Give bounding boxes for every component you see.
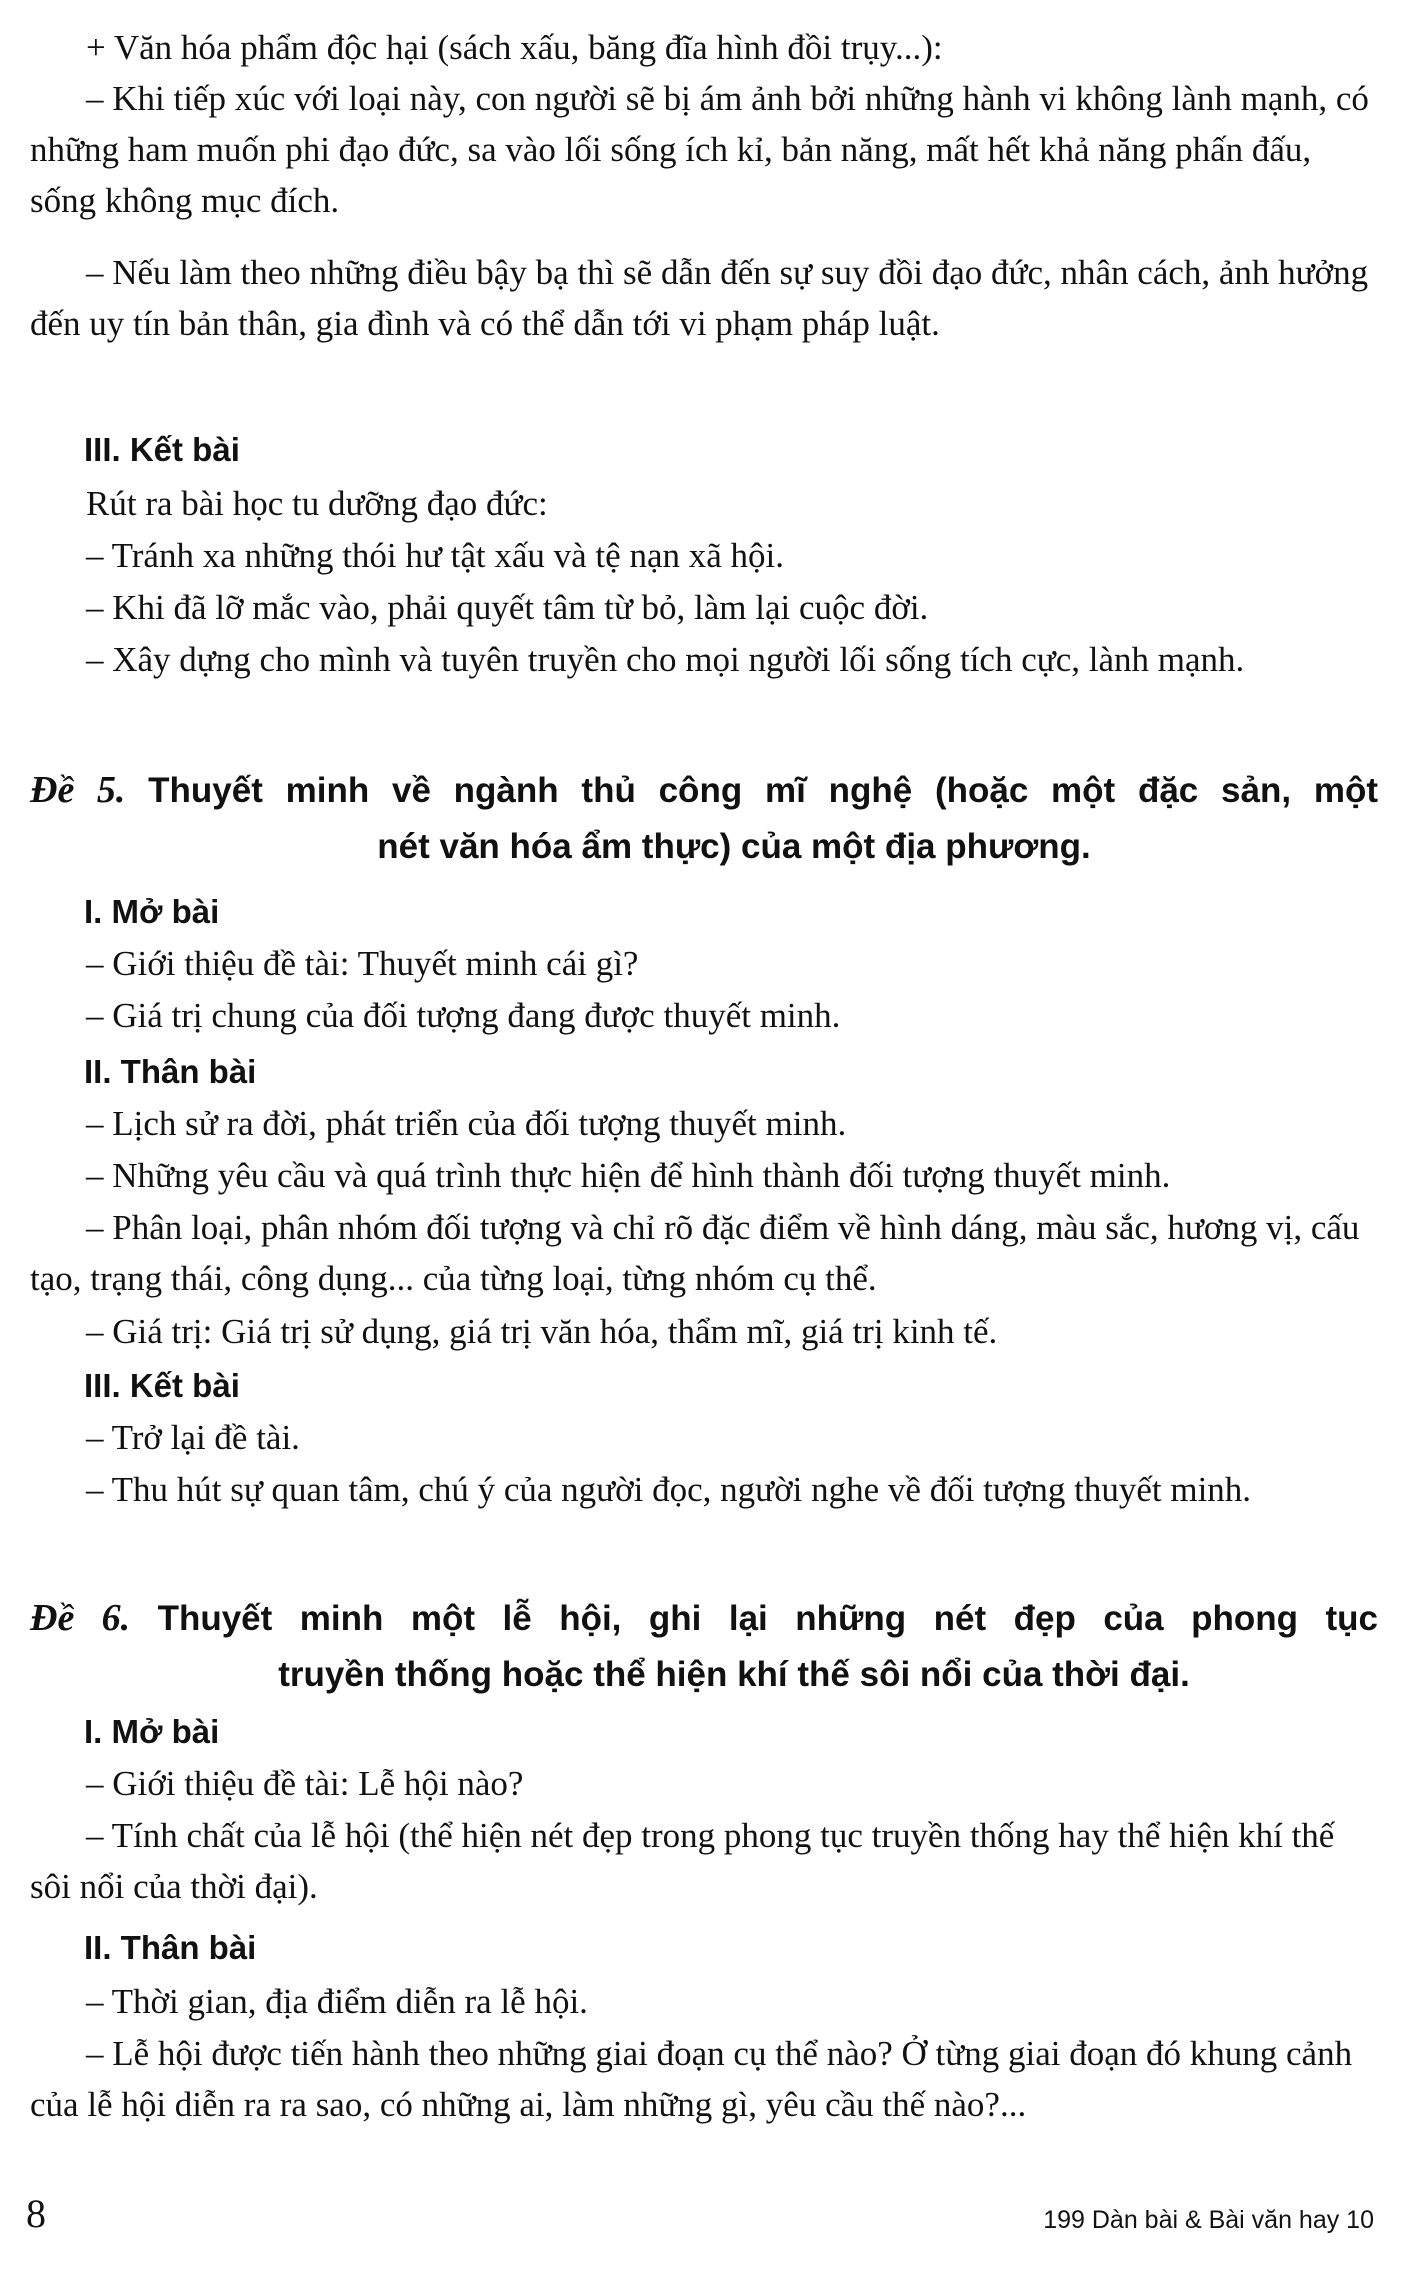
de6-title-line2: truyền thống hoặc thể hiện khí thế sôi nổi của thời đại. <box>278 1655 1190 1694</box>
de5-label: Đề 5. <box>30 769 126 811</box>
paragraph: – Nếu làm theo những điều bậy bạ thì sẽ dẫn đến sự suy đồi đạo đức, nhân cách, ảnh hưởng đến uy tín bản thân, gia đình và có thể dẫn tới vi phạm pháp luật. <box>30 253 1369 343</box>
section-heading: I. Mở bài <box>84 893 220 930</box>
text-line: – Trở lại đề tài. <box>86 1418 300 1457</box>
text-line: – Thời gian, địa điểm diễn ra lễ hội. <box>86 1982 588 2021</box>
de6-title-line1: Thuyết minh một lễ hội, ghi lại những nét đẹp của phong tục <box>157 1599 1378 1638</box>
paragraph: – Thu hút sự quan tâm, chú ý của người đọc, người nghe về đối tượng thuyết minh. <box>86 1470 1252 1509</box>
text-line: + Văn hóa phẩm độc hại (sách xấu, băng đĩa hình đồi trụy...): <box>86 28 943 67</box>
text-line: – Khi đã lỡ mắc vào, phải quyết tâm từ bỏ, làm lại cuộc đời. <box>86 588 929 627</box>
section-heading: III. Kết bài <box>84 431 240 468</box>
paragraph: – Xây dựng cho mình và tuyên truyền cho mọi người lối sống tích cực, lành mạnh. <box>86 640 1245 679</box>
paragraph: – Khi tiếp xúc với loại này, con người sẽ bị ám ảnh bởi những hành vi không lành mạnh, có những ham muốn phi đạo đức, sa vào lối sống ích kỉ, bản năng, mất hết khả năng phấn đấu, sống không mục đích. <box>30 79 1369 220</box>
text-line: – Giá trị chung của đối tượng đang được thuyết minh. <box>86 996 841 1035</box>
text-line: – Giới thiệu đề tài: Thuyết minh cái gì? <box>86 944 639 983</box>
text-line: – Tránh xa những thói hư tật xấu và tệ nạn xã hội. <box>86 536 784 575</box>
section-heading: II. Thân bài <box>84 1929 257 1966</box>
running-head: 199 Dàn bài & Bài văn hay 10 <box>1043 2206 1374 2234</box>
de5-heading <box>30 762 1378 875</box>
de6-label: Đề 6. <box>30 1597 131 1639</box>
de5-title-line2: nét văn hóa ẩm thực) của một địa phương. <box>377 827 1091 866</box>
paragraph: – Tính chất của lễ hội (thể hiện nét đẹp trong phong tục truyền thống hay thể hiện khí thế sôi nổi của thời đại). <box>30 1816 1335 1906</box>
section-heading: I. Mở bài <box>84 1713 220 1750</box>
de6-heading <box>30 1590 1378 1703</box>
section-heading: III. Kết bài <box>84 1367 240 1404</box>
text-line: – Giá trị: Giá trị sử dụng, giá trị văn hóa, thẩm mĩ, giá trị kinh tế. <box>86 1312 998 1351</box>
paragraph: – Phân loại, phân nhóm đối tượng và chỉ rõ đặc điểm về hình dáng, màu sắc, hương vị, cấu tạo, trạng thái, công dụng... của từng loại, từng nhóm cụ thể. <box>30 1208 1360 1298</box>
text-line: – Lịch sử ra đời, phát triển của đối tượng thuyết minh. <box>86 1104 847 1143</box>
text-line: Rút ra bài học tu dưỡng đạo đức: <box>86 484 548 523</box>
section-heading: II. Thân bài <box>84 1053 257 1090</box>
de5-title-line1: Thuyết minh về ngành thủ công mĩ nghệ (hoặc một đặc sản, một <box>148 771 1378 810</box>
text-line: – Những yêu cầu và quá trình thực hiện để hình thành đối tượng thuyết minh. <box>86 1156 1171 1195</box>
text-line: – Giới thiệu đề tài: Lễ hội nào? <box>86 1764 524 1803</box>
page-number: 8 <box>26 2191 46 2236</box>
paragraph: – Lễ hội được tiến hành theo những giai đoạn cụ thể nào? Ở từng giai đoạn đó khung cảnh của lễ hội diễn ra ra sao, có những ai, làm những gì, yêu cầu thế nào?... <box>30 2034 1353 2124</box>
